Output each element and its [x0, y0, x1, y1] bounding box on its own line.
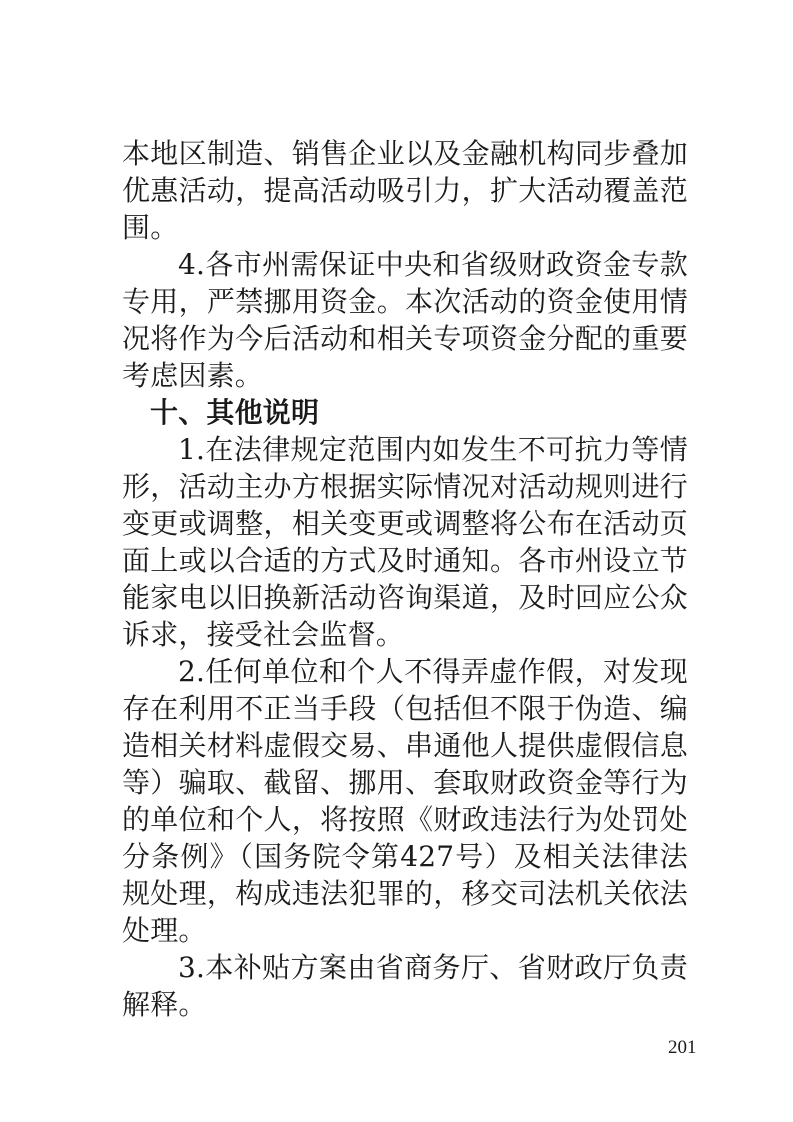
paragraph-4: 4.各市州需保证中央和省级财政资金专款专用，严禁挪用资金。本次活动的资金使用情况将作为今后活动和相关专项资金分配的重要考虑因素。 [122, 248, 688, 392]
section-item-3: 3.本补贴方案由省商务厅、省财政厅负责解释。 [122, 951, 688, 1021]
page-number: 201 [668, 1037, 697, 1058]
section-item-1: 1.在法律规定范围内如发生不可抗力等情形，活动主办方根据实际情况对活动规则进行变更或调整，相关变更或调整将公布在活动页面上或以合适的方式及时通知。各市州设立节能家电以旧换新活动咨询渠道，及时回应公众诉求，接受社会监督。 [122, 433, 688, 651]
body-text [122, 135, 688, 1023]
section-item-2: 2.任何单位和个人不得弄虚作假，对发现存在利用不正当手段（包括但不限于伪造、编造相关材料虚假交易、串通他人提供虚假信息等）骗取、截留、挪用、套取财政资金等行为的单位和个人，将按照《财政违法行为处罚处分条例》（国务院令第427号）及相关法律法规处理，构成违法犯罪的，移交司法机关依法处理。 [122, 655, 688, 947]
section-heading: 十、其他说明 [150, 396, 320, 429]
continuation-paragraph: 本地区制造、销售企业以及金融机构同步叠加优惠活动，提高活动吸引力，扩大活动覆盖范围。 [122, 137, 688, 244]
